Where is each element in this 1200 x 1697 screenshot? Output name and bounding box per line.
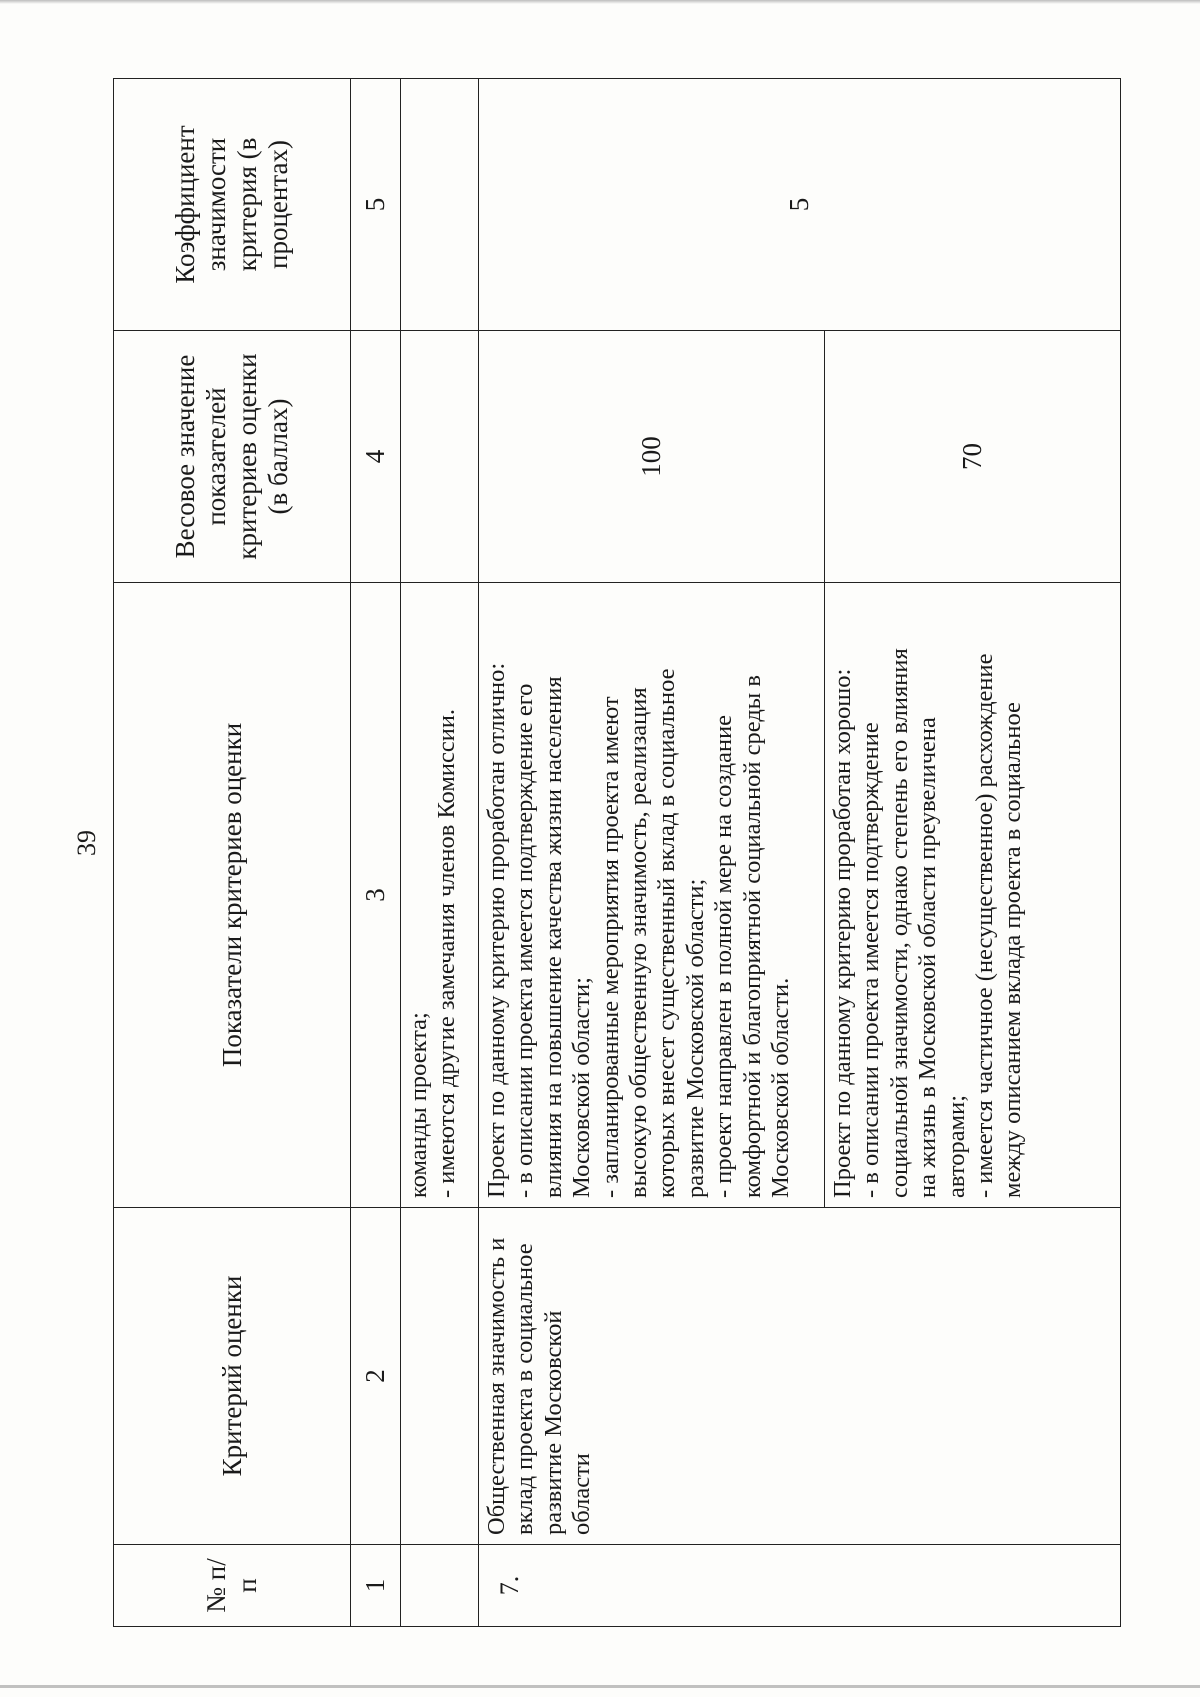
indicator-line: Московской области. <box>767 977 795 1198</box>
indicator-line: развитие Московской области; <box>681 878 709 1198</box>
continuation-criterion-cell <box>401 1208 479 1545</box>
weight-good: 70 <box>825 331 1121 583</box>
column-number-4: 4 <box>351 331 401 583</box>
column-number-5: 5 <box>351 79 401 331</box>
indicator-excellent <box>479 583 825 1208</box>
weight-excellent: 100 <box>479 331 825 583</box>
continuation-line: - имеются другие замечания членов Комиссии. <box>433 708 461 1198</box>
continuation-number-cell <box>401 1545 479 1627</box>
header-row <box>114 79 351 1627</box>
indicator-line: - проект направлен в полной мере на создание <box>710 714 738 1198</box>
column-number-2: 2 <box>351 1208 401 1545</box>
indicator-line: авторами; <box>942 1094 970 1198</box>
scan-top-edge <box>0 0 1200 4</box>
column-number-3: 3 <box>351 583 401 1208</box>
indicator-good <box>825 583 1121 1208</box>
criteria-table <box>113 78 1121 1627</box>
continuation-row <box>401 79 479 1627</box>
criterion-number: 7. <box>479 1545 1121 1627</box>
page-number: 39 <box>72 830 101 856</box>
indicator-line: - запланированные мероприятия проекта имеют <box>596 696 624 1198</box>
column-number-1: 1 <box>351 1545 401 1627</box>
continuation-text <box>401 583 479 1208</box>
indicator-line: Московской области; <box>568 977 596 1198</box>
continuation-line: команды проекта; <box>405 1012 432 1198</box>
indicator-line: между описанием вклада проекта в социальное <box>999 702 1027 1198</box>
indicator-line: - в описании проекта имеется подтверждение <box>857 722 885 1198</box>
indicator-line: влияния на повышение качества жизни населения <box>539 676 567 1198</box>
rotated-page <box>50 53 1050 1633</box>
criterion-coefficient: 5 <box>479 79 1121 331</box>
continuation-weight-cell <box>401 331 479 583</box>
indicator-line: на жизнь в Московской области преувеличена <box>914 717 942 1198</box>
header-criterion: Критерий оценки <box>114 1208 351 1545</box>
indicator-line: которых внесет существенный вклад в социальное <box>653 668 681 1198</box>
indicator-line: - в описании проекта имеется подтверждение его <box>511 683 539 1198</box>
indicator-line: высокую общественную значимость, реализация <box>625 687 653 1198</box>
indicator-line: - имеется частичное (несущественное) расхождение <box>971 653 999 1198</box>
indicator-line: Проект по данному критерию проработан отлично: <box>483 662 510 1198</box>
column-number-row <box>351 79 401 1627</box>
indicator-line: Проект по данному критерию проработан хорошо: <box>829 668 856 1198</box>
criterion-row-excellent <box>479 79 825 1627</box>
header-indicators: Показатели критериев оценки <box>114 583 351 1208</box>
continuation-coefficient-cell <box>401 79 479 331</box>
header-coefficient: Коэффициент значимости критерия (в процентах) <box>114 79 351 331</box>
indicator-line: комфортной и благоприятной социальной среды в <box>738 675 766 1198</box>
indicator-line: социальной значимости, однако степень его влияния <box>885 648 913 1198</box>
header-weight: Весовое значение показателей критериев оценки (в баллах) <box>114 331 351 583</box>
scan-bottom-edge <box>0 1685 1200 1688</box>
header-number: № п/п <box>114 1545 351 1627</box>
criterion-name: Общественная значимость и вклад проекта в социальное развитие Московской области <box>479 1208 1121 1545</box>
